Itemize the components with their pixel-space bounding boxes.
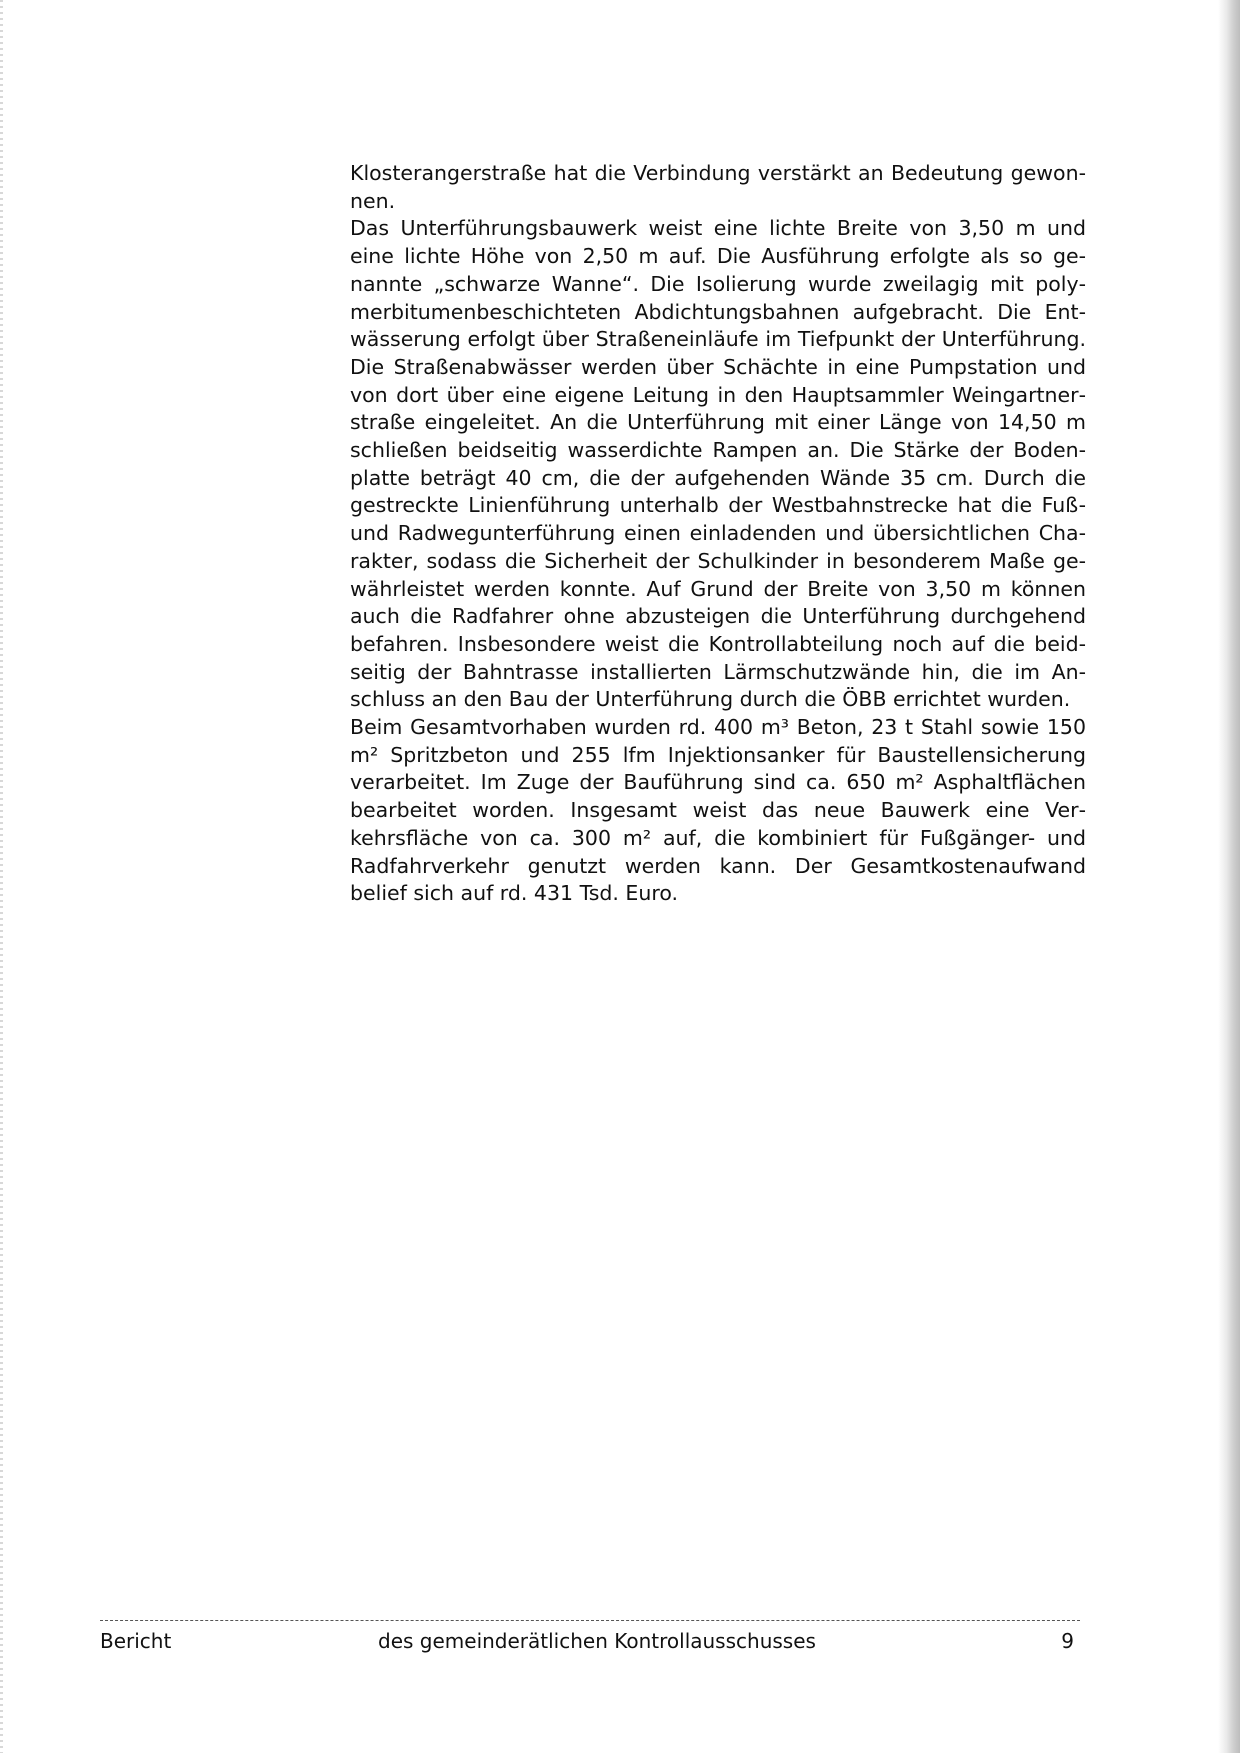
paragraph-2: Das Unterführungsbauwerk weist eine lichte Breite von 3,50 m und eine lichte Höhe von 2,50 m auf. Die Ausführung erfolgte als so genannte „schwarze Wanne“. Die Isolierung wurde zweilagig mit polymerbitumenbeschichteten Abdichtungsbahnen aufgebracht. Die Entwässerung erfolgt über Straßeneinläufe im Tiefpunkt der Unterführung. Die Straßenabwässer werden über Schächte in eine Pumpstation und von dort über eine eigene Leitung in den Hauptsammler Weingartnerstraße eingeleitet. An die Unterführung mit einer Länge von 14,50 m schließen beidseitig wasserdichte Rampen an. Die Stärke der Bodenplatte beträgt 40 cm, die der aufgehenden Wände 35 cm. Durch die gestreckte Linienführung unterhalb der Westbahnstrecke hat die Fuß- und Radwegunterführung einen einladenden und übersichtlichen Charakter, sodass die Sicherheit der Schulkinder in besonderem Maße gewährleistet werden konnte. Auf Grund der Breite von 3,50 m können auch die Radfahrer ohne abzusteigen die Unterführung durchgehend befahren. Insbesondere weist die Kontrollabteilung noch auf die beidseitig der Bahntrasse installierten Lärmschutzwände hin, die im Anschluss an den Bau der Unterführung durch die ÖBB errichtet wurden.: [350, 216, 1086, 712]
footer-report-label: Bericht: [100, 1629, 172, 1653]
page-number: 9: [1061, 1629, 1074, 1653]
scan-edge-left: [0, 0, 3, 1753]
page-footer: [100, 1626, 1080, 1656]
body-text: [350, 160, 1086, 908]
paragraph-3: Beim Gesamtvorhaben wurden rd. 400 m³ Beton, 23 t Stahl sowie 150 m² Spritzbeton und 255 lfm Injektionsanker für Baustellensicherung verarbeitet. Im Zuge der Bauführung sind ca. 650 m² Asphaltflächen bearbeitet worden. Insgesamt weist das neue Bauwerk eine Verkehrsfläche von ca. 300 m² auf, die kombiniert für Fußgänger- und Radfahrverkehr genutzt werden kann. Der Gesamtkostenaufwand belief sich auf rd. 431 Tsd. Euro.: [350, 715, 1086, 906]
footer-divider: [100, 1620, 1080, 1621]
footer-committee-title: des gemeinderätlichen Kontrollausschusses: [378, 1629, 816, 1653]
scan-edge-right: [1218, 0, 1240, 1753]
paragraph-1: Klosterangerstraße hat die Verbindung verstärkt an Bedeutung gewonnen.: [350, 161, 1086, 213]
